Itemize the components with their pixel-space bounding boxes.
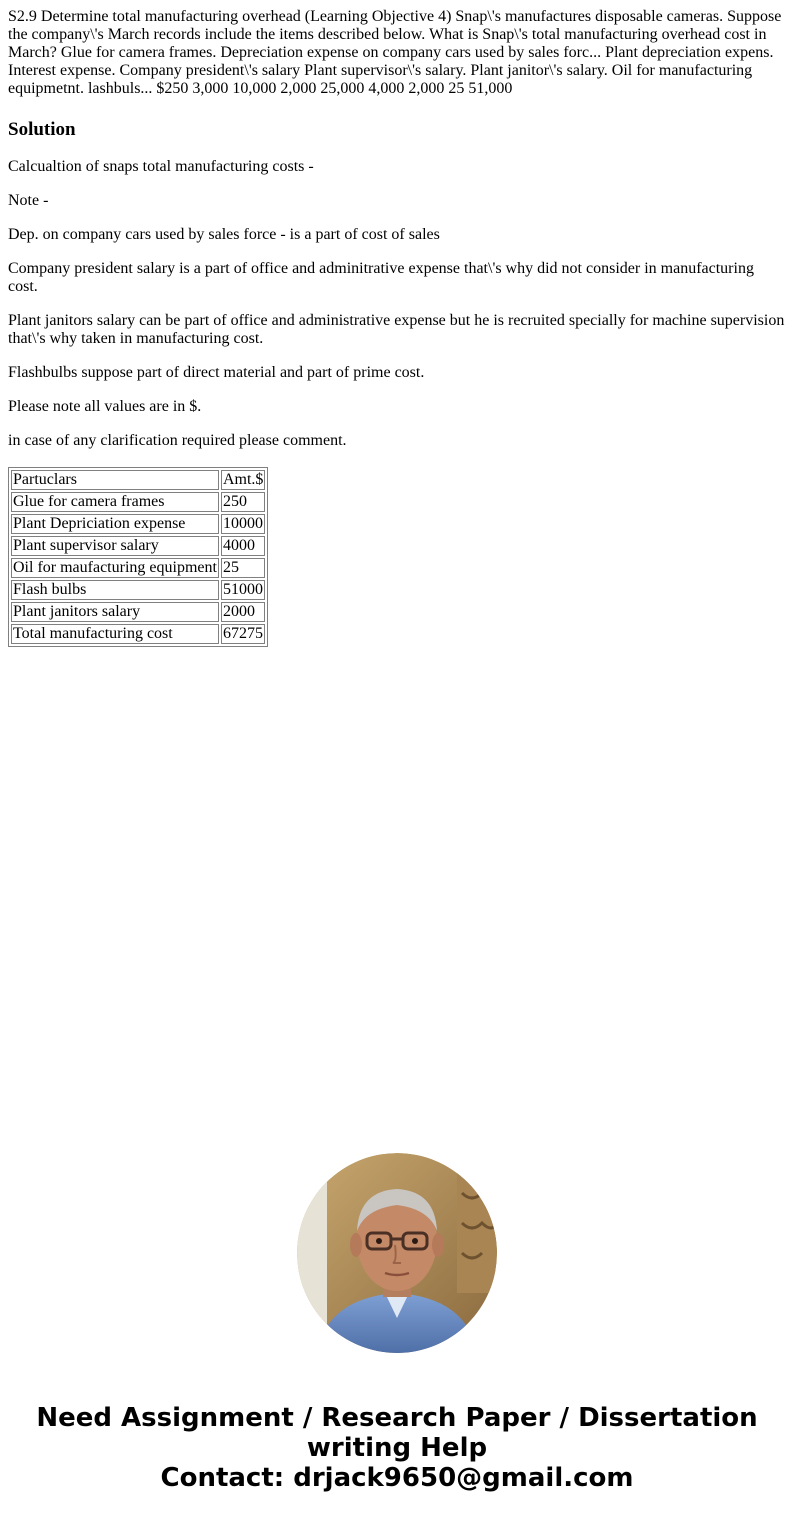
table-row	[11, 536, 265, 556]
row-amount: 25	[221, 558, 265, 578]
note-currency: Please note all values are in $.	[8, 398, 202, 415]
document-content	[8, 8, 786, 647]
table-row	[11, 558, 265, 578]
note-janitor-salary: Plant janitors salary can be part of office and administrative expense but he is recruited specially for machine supervision that\'s why taken in manufacturing cost.	[8, 312, 785, 347]
table-row	[11, 492, 265, 512]
row-amount: 4000	[221, 536, 265, 556]
row-label: Plant Depriciation expense	[11, 514, 219, 534]
banner-contact: Contact: drjack9650@gmail.com	[160, 1463, 634, 1493]
note-president-salary: Company president salary is a part of office and adminitrative expense that\'s why did not consider in manufacturing cost.	[8, 260, 754, 295]
solution-intro: Calcualtion of snaps total manufacturing costs -	[8, 158, 314, 175]
note-label: Note -	[8, 192, 49, 209]
total-amount: 67275	[221, 624, 265, 644]
table-header-row	[11, 470, 265, 490]
row-label: Plant janitors salary	[11, 602, 219, 622]
author-portrait	[297, 1153, 497, 1353]
solution-heading: Solution	[8, 119, 76, 140]
total-label: Total manufacturing cost	[11, 624, 219, 644]
table-row	[11, 514, 265, 534]
row-amount: 10000	[221, 514, 265, 534]
row-label: Glue for camera frames	[11, 492, 219, 512]
table-row	[11, 580, 265, 600]
promo-banner	[0, 1403, 794, 1493]
note-clarification: in case of any clarification required please comment.	[8, 432, 347, 449]
row-label: Plant supervisor salary	[11, 536, 219, 556]
author-avatar	[297, 1153, 497, 1353]
table-total-row	[11, 624, 265, 644]
header-amount: Amt.$	[222, 471, 264, 488]
banner-line-1: Need Assignment / Research Paper / Dissertation	[36, 1403, 758, 1433]
question-text: S2.9 Determine total manufacturing overhead (Learning Objective 4) Snap\'s manufactures disposable cameras. Suppose the company\'s March records include the items described below. What is Snap\'s total manufacturing overhead cost in March? Glue for camera frames. Depreciation expense on company cars used by sales forc... Plant depreciation expens. Interest expense. Company president\'s salary Plant supervisor\'s salary. Plant janitor\'s salary. Oil for manufacturing equipmetnt. lashbuls... $250 3,000 10,000 2,000 25,000 4,000 2,000 25 51,000	[8, 8, 782, 97]
header-particulars: Partuclars	[11, 470, 219, 490]
note-sales-cars: Dep. on company cars used by sales force - is a part of cost of sales	[8, 226, 440, 243]
cost-table	[8, 467, 268, 647]
row-label: Flash bulbs	[11, 580, 219, 600]
table-row	[11, 602, 265, 622]
note-flashbulbs: Flashbulbs suppose part of direct material and part of prime cost.	[8, 364, 425, 381]
row-amount: 51000	[221, 580, 265, 600]
row-amount: 250	[221, 492, 265, 512]
row-amount: 2000	[221, 602, 265, 622]
banner-line-2: writing Help	[306, 1433, 488, 1463]
row-label: Oil for maufacturing equipment	[13, 559, 217, 576]
